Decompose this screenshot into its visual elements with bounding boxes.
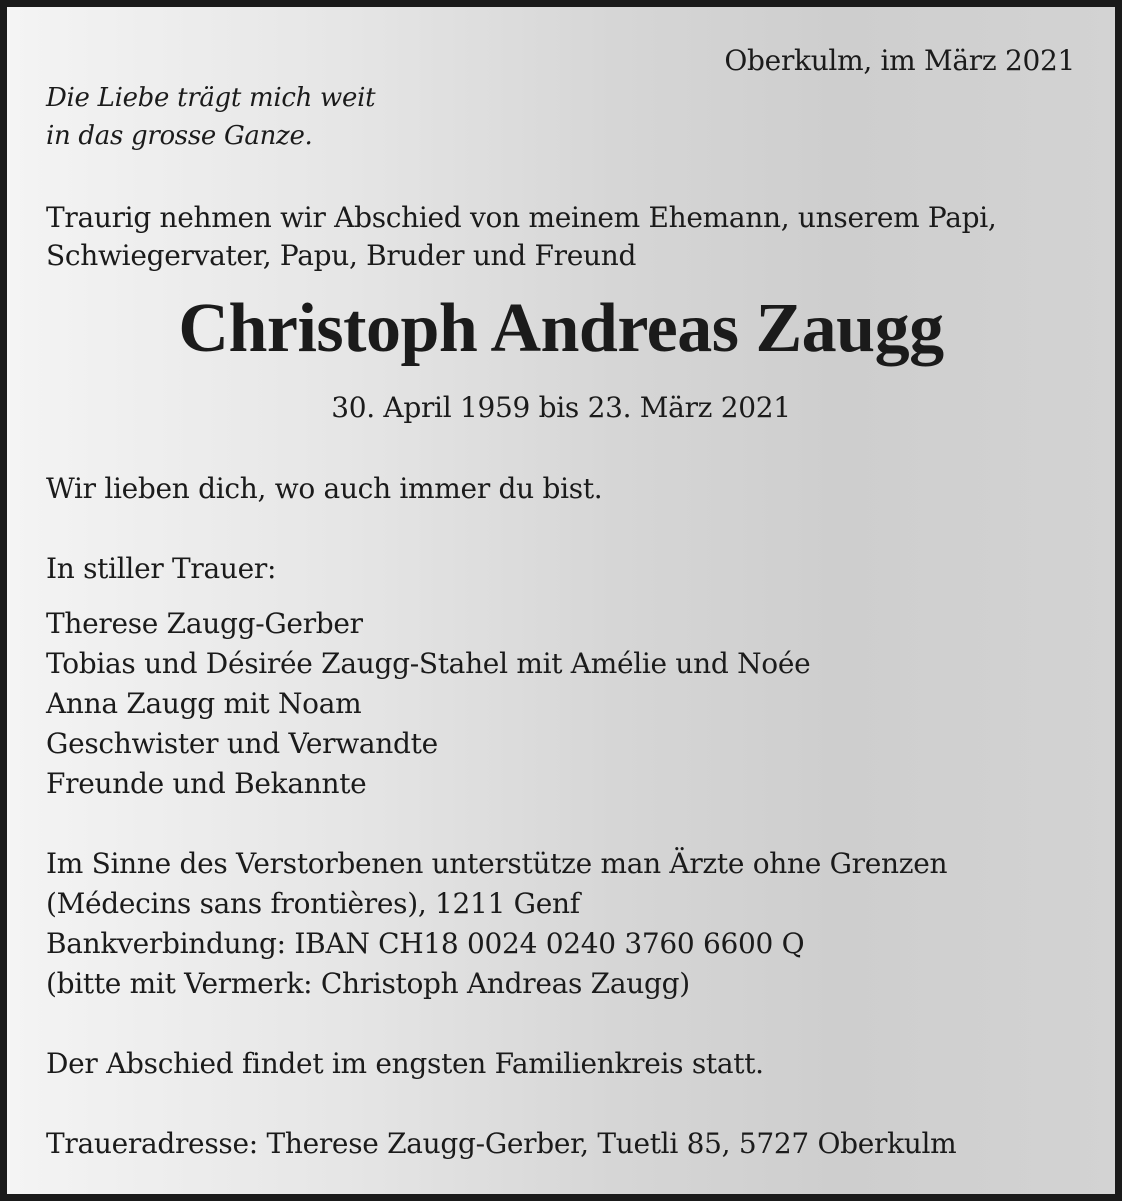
mourner-name: Tobias und Désirée Zaugg-Stahel mit Amélie und Noée: [46, 647, 811, 680]
mourners-heading: In stiller Trauer:: [46, 552, 277, 585]
donation-line: Im Sinne des Verstorbenen unterstütze man Ärzte ohne Grenzen: [46, 847, 948, 880]
bank-details: Bankverbindung: IBAN CH18 0024 0240 3760 6600 Q: [46, 927, 805, 960]
intro-line-1: Traurig nehmen wir Abschied von meinem Ehemann, unserem Papi,: [46, 201, 997, 234]
message: Wir lieben dich, wo auch immer du bist.: [46, 472, 603, 505]
deceased-name: Christoph Andreas Zaugg: [178, 290, 944, 367]
intro-line-2: Schwiegervater, Papu, Bruder und Freund: [46, 239, 637, 272]
mourner-name: Anna Zaugg mit Noam: [46, 687, 362, 720]
donation-note: (bitte mit Vermerk: Christoph Andreas Zaugg): [46, 967, 690, 1000]
motto-line-1: Die Liebe trägt mich weit: [46, 83, 376, 113]
donation-line: (Médecins sans frontières), 1211 Genf: [46, 887, 580, 920]
mourning-address: Traueradresse: Therese Zaugg-Gerber, Tuetli 85, 5727 Oberkulm: [46, 1127, 957, 1160]
farewell-note: Der Abschied findet im engsten Familienkreis statt.: [46, 1047, 764, 1080]
lifespan: 30. April 1959 bis 23. März 2021: [331, 391, 791, 424]
place-date: Oberkulm, im März 2021: [724, 44, 1075, 77]
motto-line-2: in das grosse Ganze.: [46, 121, 313, 151]
mourner-name: Therese Zaugg-Gerber: [46, 607, 363, 640]
mourner-name: Geschwister und Verwandte: [46, 727, 438, 760]
mourner-name: Freunde und Bekannte: [46, 767, 367, 800]
